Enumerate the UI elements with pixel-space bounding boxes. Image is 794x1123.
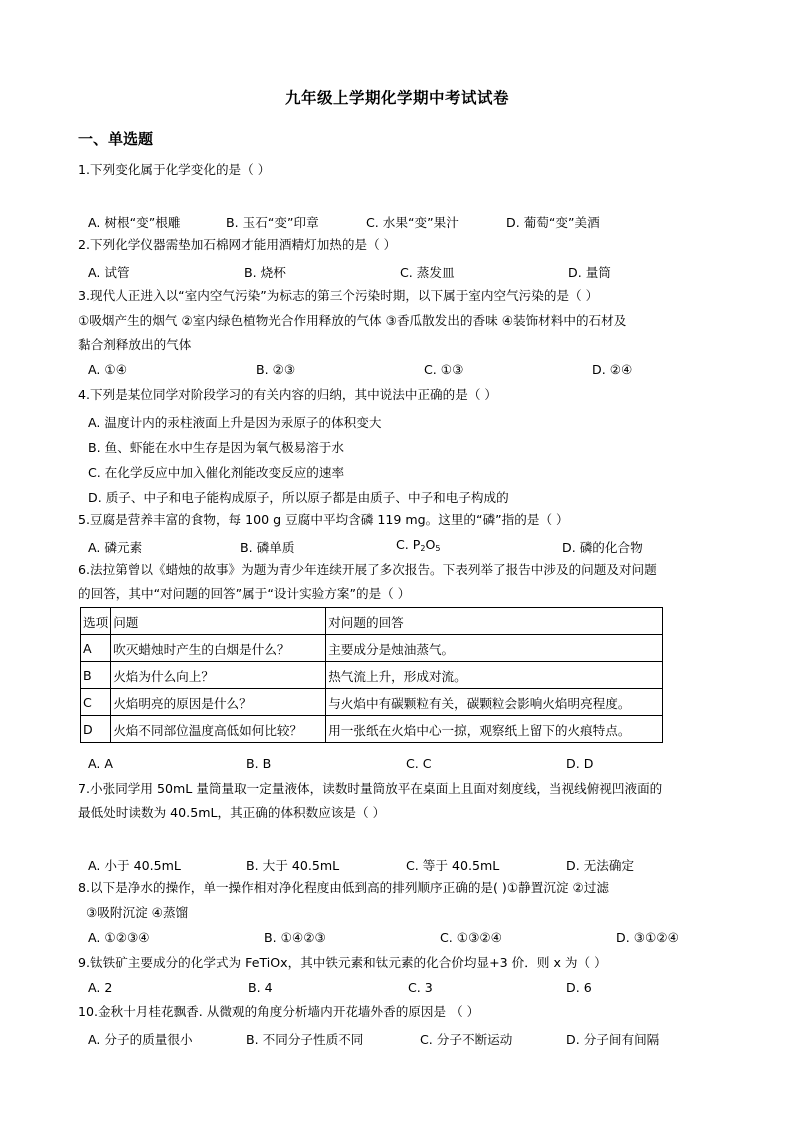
table-cell: B: [81, 662, 111, 689]
q6-option-b: B. B: [246, 756, 272, 771]
question-6-stem: 6.法拉第曾以《蜡烛的故事》为题为青少年连续开展了多次报告。下表列举了报告中涉及的问题及对问题: [78, 562, 657, 577]
q4-option-d: D. 质子、中子和电子能构成原子，所以原子都是由质子、中子和电子构成的: [88, 490, 509, 505]
table-header-cell: 对问题的回答: [326, 608, 663, 635]
table-cell: 火焰明亮的原因是什么？: [111, 689, 326, 716]
q3-option-d: D. ②④: [592, 362, 633, 377]
table-row: [81, 635, 663, 662]
question-8-line2: ③吸附沉淀 ④蒸馏: [86, 905, 189, 920]
table-header-row: [81, 608, 663, 635]
q7-option-a: A. 小于 40.5mL: [88, 858, 181, 873]
q2-option-a: A. 试管: [88, 265, 130, 280]
table-cell: 与火焰中有碳颗粒有关，碳颗粒会影响火焰明亮程度。: [326, 689, 663, 716]
q5-option-a: A. 磷元素: [88, 540, 143, 555]
q10-option-d: D. 分子间有间隔: [566, 1032, 660, 1047]
q8-option-a: A. ①②③④: [88, 930, 150, 945]
q6-option-a: A. A: [88, 756, 114, 771]
question-3-stem: 3.现代人正进入以“室内空气污染”为标志的第三个污染时期，以下属于室内空气污染的是（ ）: [78, 288, 599, 303]
page-title: 九年级上学期化学期中考试试卷: [284, 89, 509, 107]
table-cell: 主要成分是烛油蒸气。: [326, 635, 663, 662]
q9-option-b: B. 4: [248, 980, 273, 995]
question-4-stem: 4.下列是某位同学对阶段学习的有关内容的归纳，其中说法中正确的是（ ）: [78, 387, 498, 402]
question-10-stem: 10.金秋十月桂花飘香. 从微观的角度分析墙内开花墙外香的原因是 （ ）: [78, 1004, 480, 1019]
q10-option-a: A. 分子的质量很小: [88, 1032, 193, 1047]
q1-option-b: B. 玉石“变”印章: [226, 215, 319, 230]
q5-option-b: B. 磷单质: [240, 540, 295, 555]
question-3-line3: 黏合剂释放出的气体: [78, 337, 192, 352]
question-2-stem: 2.下列化学仪器需垫加石棉网才能用酒精灯加热的是（ ）: [78, 237, 397, 252]
table-cell: D: [81, 716, 111, 743]
q4-option-a: A. 温度计内的汞柱液面上升是因为汞原子的体积变大: [88, 415, 382, 430]
question-9-stem: 9.钛铁矿主要成分的化学式为 FeTiOx，其中铁元素和钛元素的化合价均显+3 价．则 x 为（ ）: [78, 955, 607, 970]
table-cell: 用一张纸在火焰中心一掠，观察纸上留下的火痕特点。: [326, 716, 663, 743]
q9-option-d: D. 6: [566, 980, 592, 995]
q10-option-c: C. 分子不断运动: [420, 1032, 513, 1047]
question-8-stem: 8.以下是净水的操作，单一操作相对净化程度由低到高的排列顺序正确的是( )①静置沉淀 ②过滤: [78, 880, 609, 895]
q5-option-c: C. $P_2O_5$: [396, 537, 441, 553]
q9-option-c: C. 3: [408, 980, 433, 995]
table-row: [81, 716, 663, 743]
table-cell: 热气流上升，形成对流。: [326, 662, 663, 689]
q6-option-d: D. D: [566, 756, 594, 771]
q7-option-b: B. 大于 40.5mL: [246, 858, 340, 873]
q6-table: [80, 607, 663, 743]
q6-option-c: C. C: [406, 756, 432, 771]
question-7-stem: 7.小张同学用 50mL 量筒量取一定量液体，读数时量筒放平在桌面上且面对刻度线，当视线俯视凹液面的: [78, 781, 663, 796]
q3-option-c: C. ①③: [424, 362, 464, 377]
q1-option-d: D. 葡萄“变”美酒: [506, 215, 600, 230]
q10-option-b: B. 不同分子性质不同: [246, 1032, 364, 1047]
table-cell: C: [81, 689, 111, 716]
section-heading: 一、单选题: [78, 130, 154, 148]
table-cell: A: [81, 635, 111, 662]
table-header-cell: 选项: [81, 608, 111, 635]
q5-option-d: D. 磷的化合物: [562, 540, 643, 555]
table-header-cell: 问题: [111, 608, 326, 635]
q4-option-b: B. 鱼、虾能在水中生存是因为氧气极易溶于水: [88, 440, 344, 455]
question-5-stem: 5.豆腐是营养丰富的食物，每 100 g 豆腐中平均含磷 119 mg。这里的“磷”指的是（ ）: [78, 512, 569, 527]
q8-option-c: C. ①③②④: [440, 930, 502, 945]
question-6-line2: 的回答，其中“对问题的回答”属于“设计实验方案”的是（ ）: [78, 586, 411, 601]
q2-option-c: C. 蒸发皿: [400, 265, 455, 280]
table-row: [81, 689, 663, 716]
q9-option-a: A. 2: [88, 980, 113, 995]
q7-option-c: C. 等于 40.5mL: [406, 858, 500, 873]
q2-option-b: B. 烧杯: [244, 265, 286, 280]
q8-option-b: B. ①④②③: [264, 930, 326, 945]
table-cell: 吹灭蜡烛时产生的白烟是什么？: [111, 635, 326, 662]
question-1-stem: 1.下列变化属于化学变化的是（ ）: [78, 162, 271, 177]
table-row: [81, 662, 663, 689]
question-3-line2: ①吸烟产生的烟气 ②室内绿色植物光合作用释放的气体 ③香瓜散发出的香味 ④装饰材料中的石材及: [78, 313, 627, 328]
table-cell: 火焰为什么向上？: [111, 662, 326, 689]
q1-option-c: C. 水果“变”果汁: [366, 215, 459, 230]
question-7-line2: 最低处时读数为 40.5mL，其正确的体积数应该是（ ）: [78, 805, 386, 820]
q2-option-d: D. 量筒: [568, 265, 611, 280]
q7-option-d: D. 无法确定: [566, 858, 635, 873]
q3-option-a: A. ①④: [88, 362, 127, 377]
q3-option-b: B. ②③: [256, 362, 296, 377]
q4-option-c: C. 在化学反应中加入催化剂能改变反应的速率: [88, 465, 345, 480]
q8-option-d: D. ③①②④: [616, 930, 679, 945]
q1-option-a: A. 树根“变”根雕: [88, 215, 181, 230]
table-cell: 火焰不同部位温度高低如何比较？: [111, 716, 326, 743]
